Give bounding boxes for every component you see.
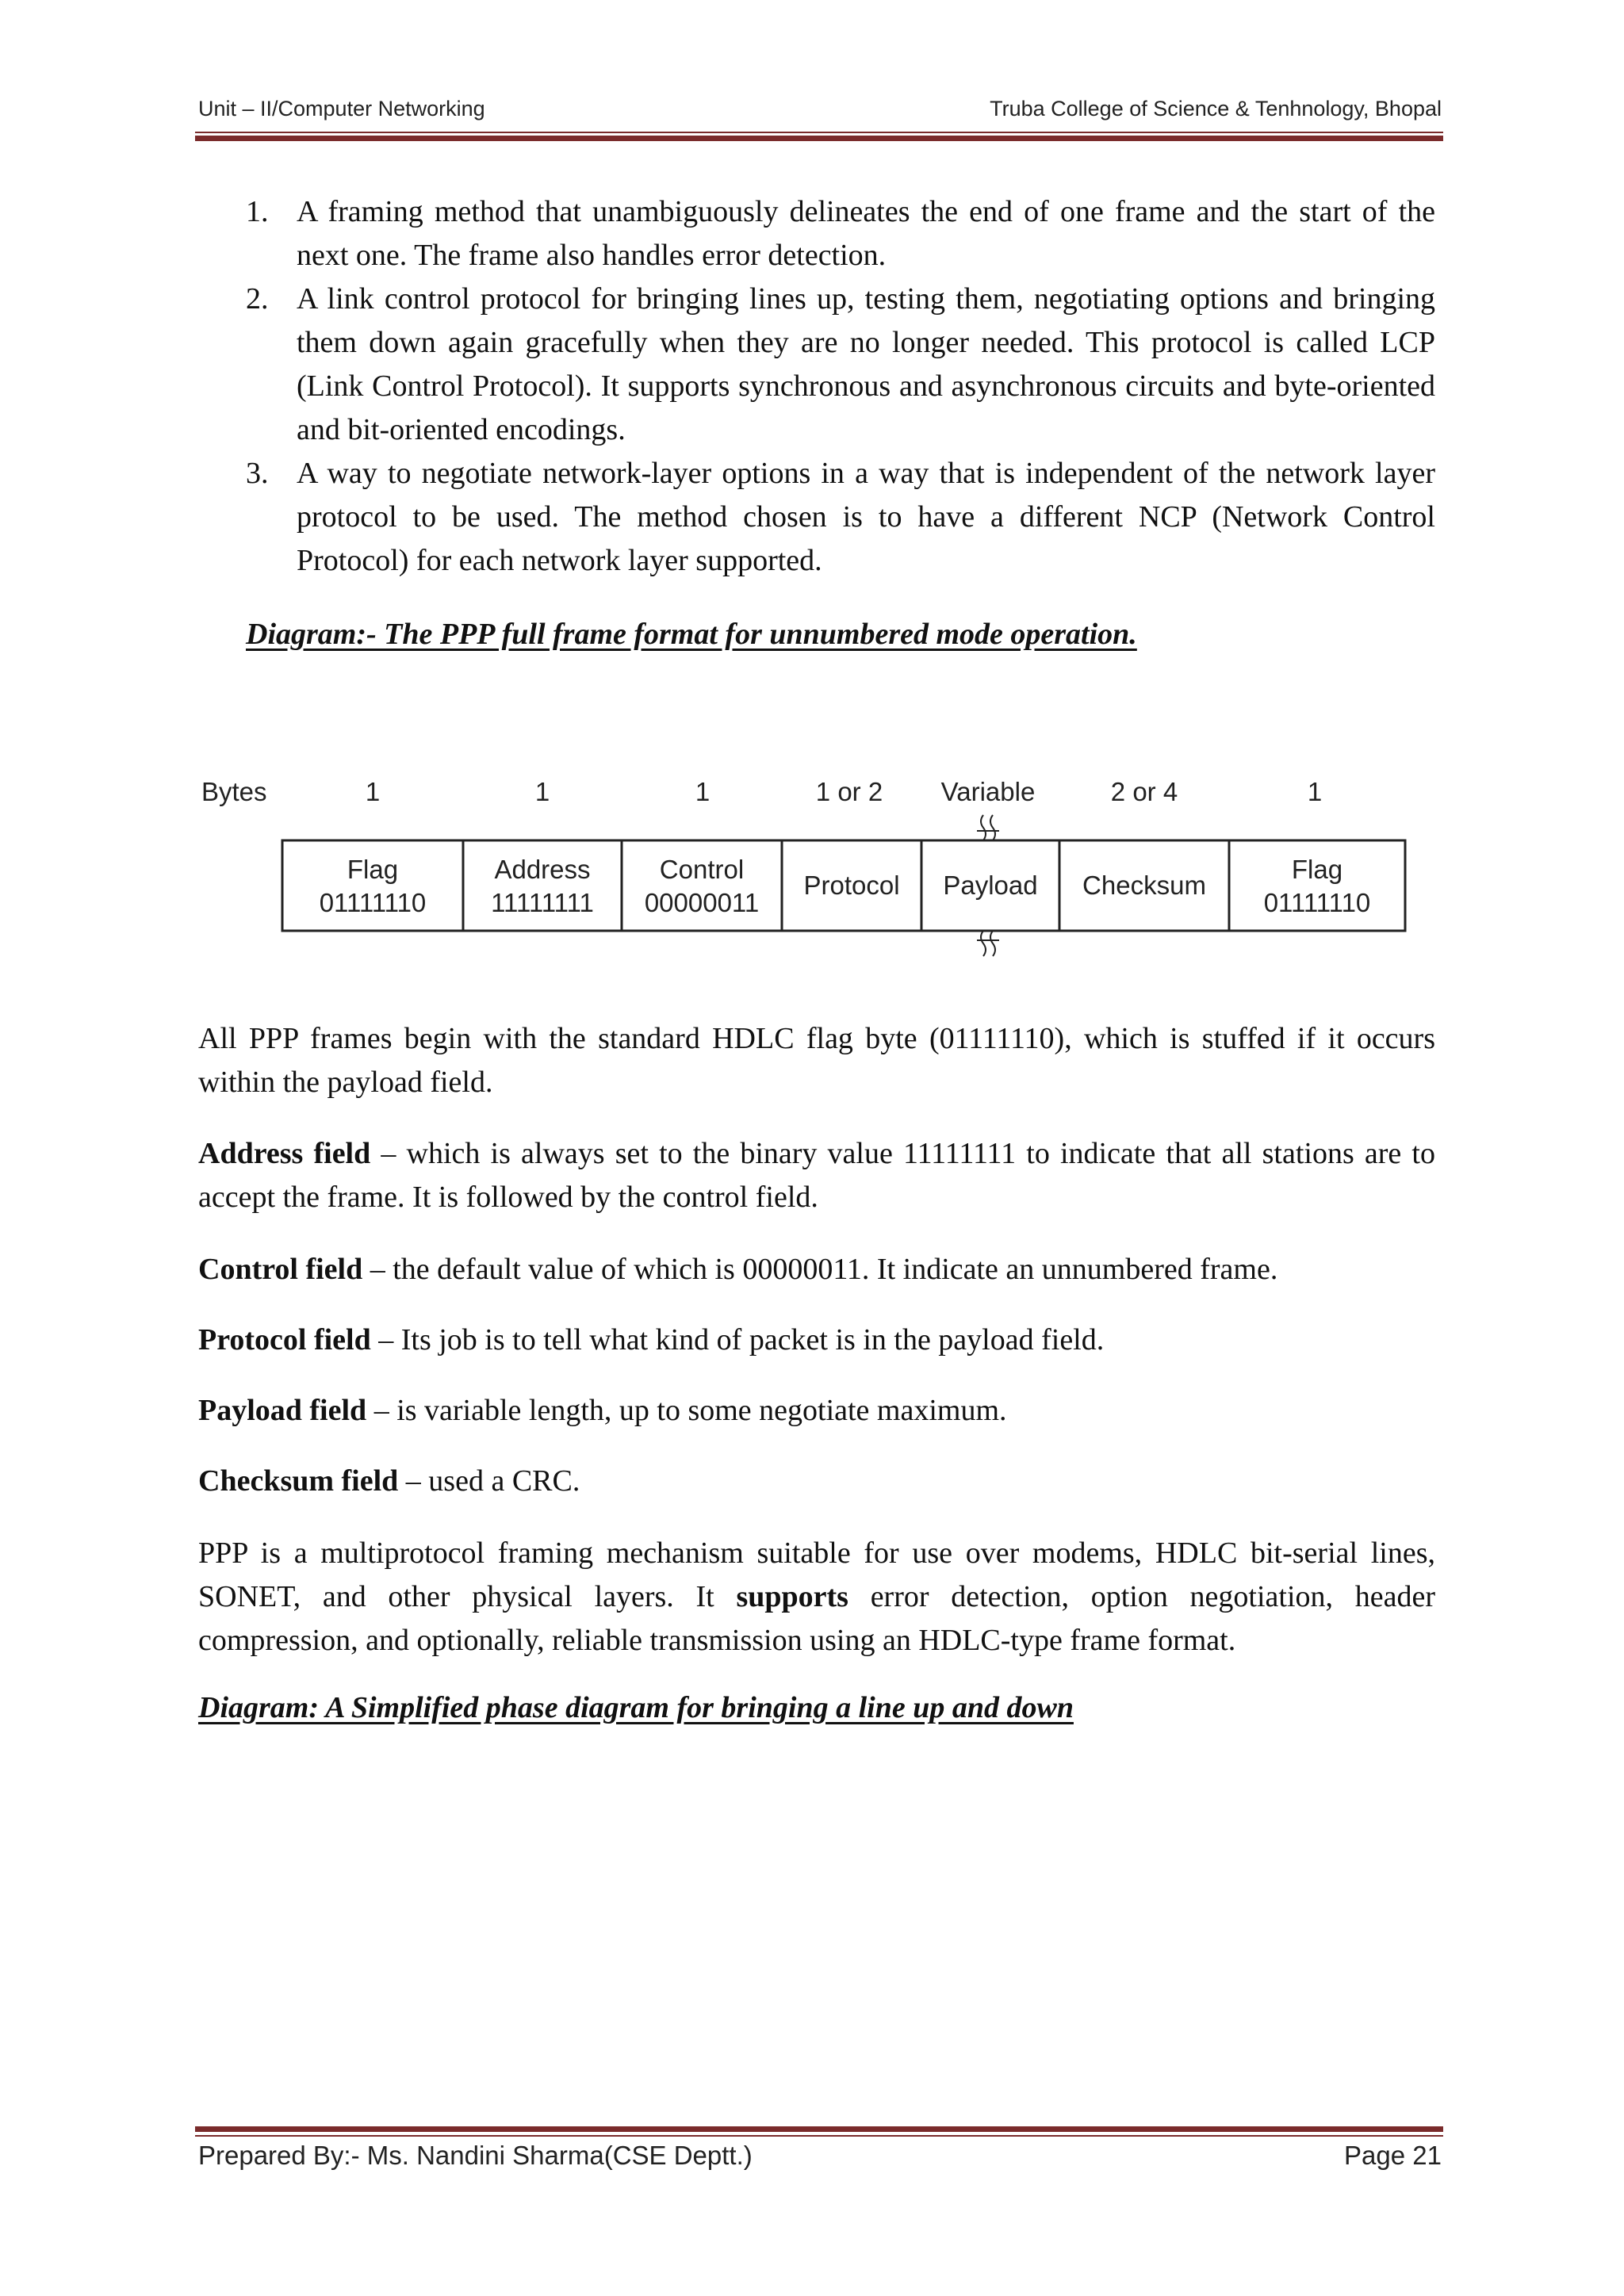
variable-break-top-icon xyxy=(977,815,999,840)
footer-rule-thick xyxy=(195,2126,1443,2132)
payload-field-term: Payload field xyxy=(198,1394,367,1427)
field-name: Checksum xyxy=(1082,871,1206,900)
field-name: Flag xyxy=(347,855,399,884)
payload-field-description xyxy=(198,1389,1435,1433)
address-field-description xyxy=(198,1132,1435,1219)
field-size-label: Variable xyxy=(940,777,1036,806)
field-size-label: 1 xyxy=(695,777,710,806)
frame-format-caption: Diagram:- The PPP full frame format for unnumbered mode operation. xyxy=(246,618,1137,651)
control-field-text: – the default value of which is 00000011. It indicate an unnumbered frame. xyxy=(362,1253,1278,1286)
ppp-description-paragraph xyxy=(198,1532,1435,1663)
field-name: Flag xyxy=(1291,855,1343,884)
field-value: 01111110 xyxy=(1263,888,1371,917)
field-value: 11111111 xyxy=(491,888,594,917)
header-rule-thick xyxy=(195,136,1443,141)
protocol-field-description xyxy=(198,1318,1435,1362)
footer-author: Prepared By:- Ms. Nandini Sharma(CSE Deptt.) xyxy=(198,2141,753,2170)
field-value: 00000011 xyxy=(644,888,760,917)
page-header xyxy=(198,92,1442,132)
protocol-field-text: – Its job is to tell what kind of packet is in the payload field. xyxy=(370,1323,1105,1357)
header-unit-title: Unit – II/Computer Networking xyxy=(198,97,485,121)
list-item-number: 1. xyxy=(246,195,269,228)
field-name: Address xyxy=(494,855,591,884)
control-field-term: Control field xyxy=(198,1253,363,1286)
checksum-field-text: – used a CRC. xyxy=(398,1464,580,1498)
field-size-label: 1 xyxy=(534,777,550,806)
list-item xyxy=(246,277,1435,452)
ppp-text-before: PPP is a multiprotocol framing mechanism suitable for use over modems, HDLC bit-serial lines, SONET, and other physical layers. It xyxy=(198,1536,1435,1613)
ppp-text-after: error detection, option negotiation, header compression, and optionally, reliable transmission using an HDLC-type frame format. xyxy=(198,1580,1435,1657)
field-size-label: 1 xyxy=(365,777,381,806)
list-item-text: A link control protocol for bringing lines up, testing them, negotiating options and bringing them down again gracefully when they are no longer needed. This protocol is called LCP (Link Control Protocol). It supports synchronous and asynchronous circuits and byte-oriented and bit-oriented encodings. xyxy=(297,282,1435,446)
bytes-label: Bytes xyxy=(201,777,267,806)
requirements-list xyxy=(246,190,1435,583)
protocol-field-term: Protocol field xyxy=(198,1323,371,1357)
list-item-text: A framing method that unambiguously delineates the end of one frame and the start of the next one. The frame also handles error detection. xyxy=(297,195,1435,272)
address-field-term: Address field xyxy=(198,1137,371,1170)
control-field-description xyxy=(198,1248,1435,1292)
ppp-text-bold: supports xyxy=(736,1580,848,1613)
phase-diagram-caption: Diagram: A Simplified phase diagram for bringing a line up and down xyxy=(198,1691,1074,1724)
field-name: Control xyxy=(659,855,745,884)
field-size-label: 2 or 4 xyxy=(1110,777,1178,806)
field-size-label: 1 or 2 xyxy=(815,777,883,806)
variable-break-bottom-icon xyxy=(977,931,999,956)
field-name: Protocol xyxy=(803,871,900,900)
header-rule-thin xyxy=(195,132,1443,133)
footer-rule-thin xyxy=(195,2135,1443,2137)
address-field-text: – which is always set to the binary value 11111111 to indicate that all stations are to accept the frame. It is followed by the control field. xyxy=(198,1137,1435,1214)
intro-paragraph: All PPP frames begin with the standard HDLC flag byte (01111110), which is stuffed if it occurs within the payload field. xyxy=(198,1022,1435,1099)
page-number: Page 21 xyxy=(1344,2141,1442,2170)
list-item-number: 2. xyxy=(246,282,269,316)
page-footer xyxy=(198,2141,1442,2180)
checksum-field-description xyxy=(198,1460,1435,1503)
ppp-frame-svg xyxy=(190,777,1443,967)
list-item xyxy=(246,452,1435,583)
field-name: Payload xyxy=(943,871,1038,900)
field-size-label: 1 xyxy=(1307,777,1323,806)
checksum-field-term: Checksum field xyxy=(198,1464,399,1498)
header-college-name: Truba College of Science & Tenhnology, Bhopal xyxy=(990,97,1442,121)
field-value: 01111110 xyxy=(319,888,427,917)
list-item-number: 3. xyxy=(246,457,269,490)
ppp-frame-diagram xyxy=(190,777,1443,967)
list-item xyxy=(246,190,1435,277)
list-item-text: A way to negotiate network-layer options in a way that is independent of the network layer protocol to be used. The method chosen is to have a different NCP (Network Control Protocol) for each network layer supported. xyxy=(297,457,1435,577)
payload-field-text: – is variable length, up to some negotiate maximum. xyxy=(366,1394,1007,1427)
